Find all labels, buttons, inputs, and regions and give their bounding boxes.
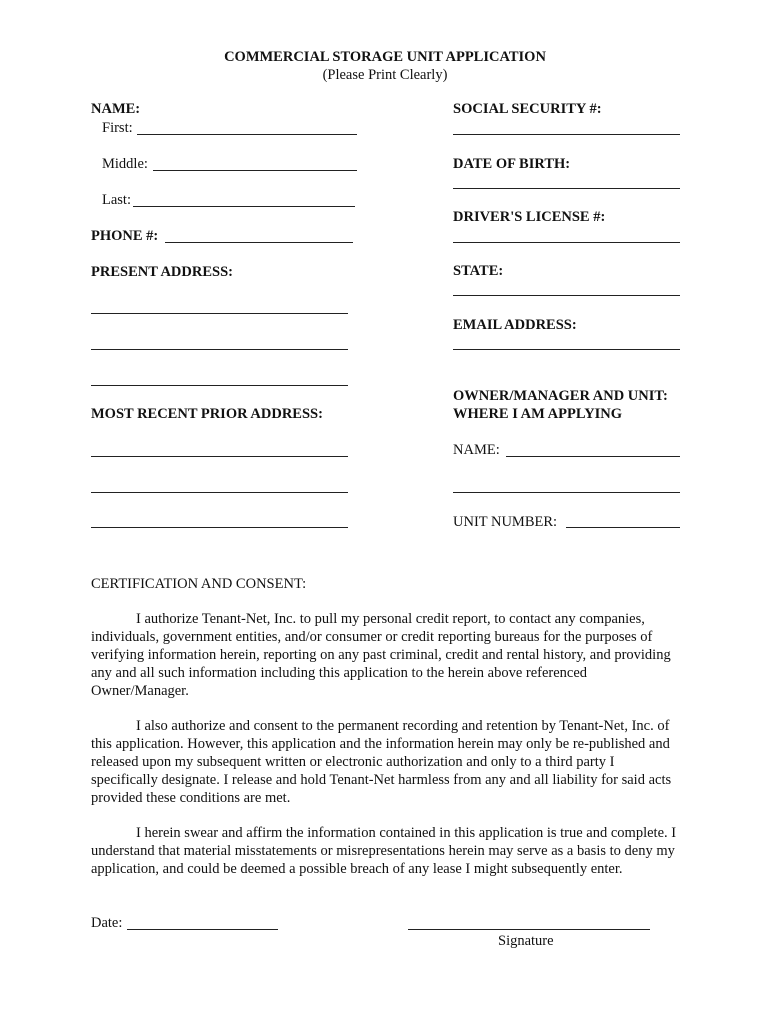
state-label: STATE:	[453, 263, 504, 279]
drivers-license-label: DRIVER'S LICENSE #:	[453, 209, 606, 225]
prior-address-line-2[interactable]	[91, 492, 348, 493]
owner-name-field-2[interactable]	[453, 492, 680, 493]
email-label: EMAIL ADDRESS:	[453, 317, 577, 333]
prior-address-line-1[interactable]	[91, 456, 348, 457]
last-name-field[interactable]	[133, 206, 355, 207]
phone-label: PHONE #:	[91, 228, 159, 244]
middle-name-label: Middle:	[102, 156, 148, 172]
prior-address-line-3[interactable]	[91, 527, 348, 528]
owner-name-field[interactable]	[506, 456, 680, 457]
dob-field[interactable]	[453, 188, 680, 189]
dob-label: DATE OF BIRTH:	[453, 156, 571, 172]
middle-name-field[interactable]	[153, 170, 357, 171]
first-name-field[interactable]	[137, 134, 357, 135]
consent-paragraph-3-text: I herein swear and affirm the information contained in this application is true and complete. I understand that material misstatements or misrepresentations herein may serve as a basis to deny my application, and could be deemed a possible breach of any lease I might subsequently enter.	[91, 825, 677, 877]
consent-paragraph-1	[91, 610, 681, 700]
present-address-line-2[interactable]	[91, 349, 348, 350]
unit-number-label: UNIT NUMBER:	[453, 514, 558, 530]
present-address-line-3[interactable]	[91, 385, 348, 386]
signature-field[interactable]	[408, 929, 650, 930]
date-label: Date:	[91, 915, 123, 931]
consent-paragraph-3	[91, 824, 681, 878]
drivers-license-field[interactable]	[453, 242, 680, 243]
ssn-label: SOCIAL SECURITY #:	[453, 101, 602, 117]
prior-address-label: MOST RECENT PRIOR ADDRESS:	[91, 406, 323, 422]
page-subtitle: (Please Print Clearly)	[322, 67, 448, 83]
consent-paragraph-1-text: I authorize Tenant-Net, Inc. to pull my personal credit report, to contact any companies, individuals, government entities, and/or consumer or credit reporting bureaus for the purposes of verifying information herein, reporting on any past criminal, credit and rental history, and providing any and all such information including this application to the herein above referenced Owner/Manager.	[91, 611, 671, 699]
owner-name-label: NAME:	[453, 442, 500, 458]
consent-paragraph-2-text: I also authorize and consent to the permanent recording and retention by Tenant-Net, Inc. of this application. However, this application and the information herein may only be re-published and released upon my subsequent written or electronic authorization and only to a third party I specifically designate. I release and hold Tenant-Net harmless from any and all liability for said acts provided these conditions are met.	[91, 718, 672, 806]
consent-paragraph-2	[91, 717, 681, 807]
page-title: COMMERCIAL STORAGE UNIT APPLICATION	[224, 49, 546, 65]
phone-field[interactable]	[165, 242, 353, 243]
date-field[interactable]	[127, 929, 278, 930]
name-heading: NAME:	[91, 101, 141, 117]
present-address-label: PRESENT ADDRESS:	[91, 264, 233, 280]
owner-manager-subheading: WHERE I AM APPLYING	[453, 406, 623, 422]
last-name-label: Last:	[102, 192, 131, 208]
email-field[interactable]	[453, 349, 680, 350]
owner-manager-heading: OWNER/MANAGER AND UNIT:	[453, 388, 668, 404]
signature-label: Signature	[498, 933, 554, 949]
first-name-label: First:	[102, 120, 133, 136]
certification-heading: CERTIFICATION AND CONSENT:	[91, 576, 307, 592]
ssn-field[interactable]	[453, 134, 680, 135]
state-field[interactable]	[453, 295, 680, 296]
present-address-line-1[interactable]	[91, 313, 348, 314]
unit-number-field[interactable]	[566, 527, 680, 528]
